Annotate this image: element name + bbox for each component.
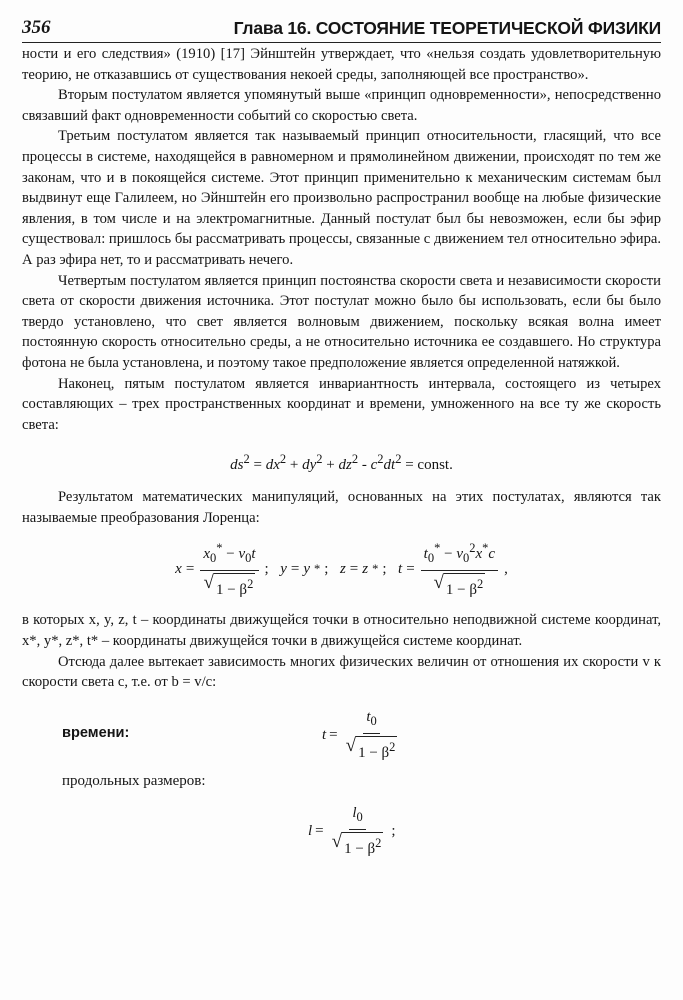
- time-dilation-row: [22, 703, 661, 767]
- paragraph-6: Результатом математических манипуляций, основанных на этих постулатах, являются так называемые преобразования Лоренца:: [22, 489, 661, 526]
- page-number: 356: [22, 17, 51, 38]
- page-body: [22, 44, 661, 863]
- paragraph-2: Вторым постулатом является упомянутый выше «принцип одновременности», непосредственно связавший факт одновременности событий со скоростью света.: [22, 87, 661, 124]
- paragraph-5: Наконец, пятым постулатом является инвариантность интервала, состоящего из четырех составляющих – трех пространственных координат и времени, умноженного на все ту же скорость света:: [22, 375, 661, 433]
- interval-formula-rhs: = const.: [405, 457, 453, 474]
- paragraph-3: Третьим постулатом является так называемый принцип относительности, гласящий, что все процессы в системе, находящейся в равномерном и прямолинейном движении, происходят по тем же законам, что и в покоящейся системе. Этот принцип применительно к механическим системам был выдвинут еще Галилеем, но Эйнштейн его произвольно распространил вообще на любые физические явления, в том числе и на электромагнитные. Данный постулат был бы невозможен, если бы эфир существовал: пришлось бы рассматривать процессы, связанные с движением тел относительно эфира. А раз эфира нет, то и рассматривать нечего.: [22, 128, 661, 268]
- paragraph-4: Четвертым постулатом является принцип постоянства скорости света и независимости скорости света от скорости движения источника. Этот постулат можно было бы использовать, если бы было твердо установлено, что свет является волновым движением, поскольку всякая волна имеет постоянную скорость относительно среды, а не относительно источника ее создавшего. Но структура фотона не была установлена, и поэтому такое предположение является определенной натяжкой.: [22, 272, 661, 371]
- paragraph-8: Отсюда далее вытекает зависимость многих физических величин от отношения их скорости v к скорости света c, т.е. от b = v/c:: [22, 653, 661, 691]
- running-title: Глава 16. СОСТОЯНИЕ ТЕОРЕТИЧЕСКОЙ ФИЗИКИ: [233, 18, 661, 38]
- page-header: [22, 12, 661, 43]
- time-dilation-formula: t = $t_0$ √ $1 - \beta^2$: [322, 707, 402, 764]
- paragraph-7: в которых x, y, z, t – координаты движущейся точки в относительно неподвижной системе координат, x*, y*, z*, t* – координаты движущейся точки в движущейся системе координат.: [22, 612, 661, 650]
- length-contraction-label: продольных размеров:: [62, 772, 206, 789]
- length-contraction-row: [22, 767, 661, 863]
- time-dilation-label: времени:: [62, 724, 130, 741]
- lorentz-transform-formula: x = $x_0^* - v_0t$ √ $1 - \beta^2$ ; y = y * ; z = z * ; t = $t_0^* - v_0^2x^*c$ √ $1 - \beta^2$ ,: [22, 538, 661, 600]
- paragraph-1: ности и его следствия» (1910) [17] Эйнштейн утверждает, что «нельзя создать удовлетворительную теорию, не отказавшись от существования некоей среды, заполняющей все пространство».: [22, 46, 661, 83]
- interval-formula: $ds^2 = dx^2 + dy^2 + dz^2 - c^2dt^2$ = const.: [230, 452, 453, 474]
- length-contraction-formula: l = $l_0$ √ $1 - \beta^2$ ;: [308, 803, 396, 860]
